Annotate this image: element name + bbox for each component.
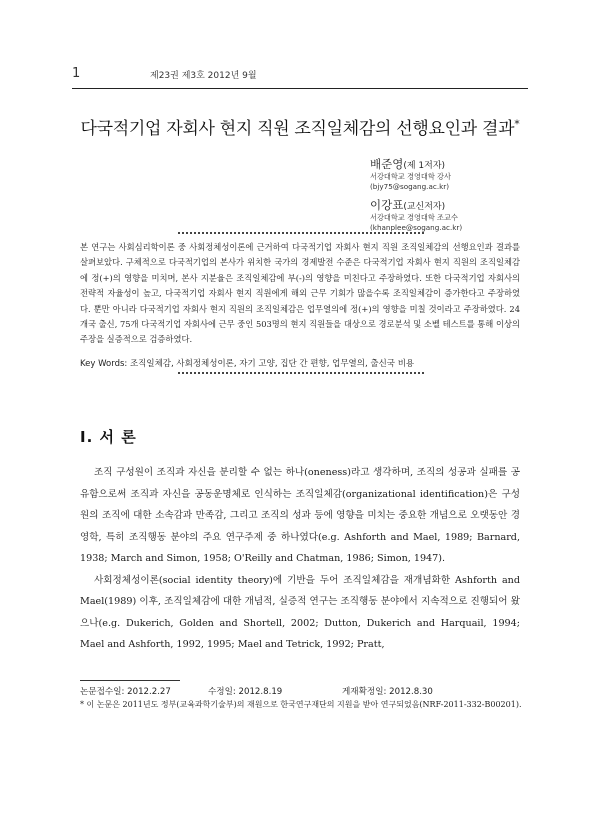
author-affiliation: 서강대학교 경영대학 강사 bbox=[370, 172, 451, 181]
abstract-bottom-divider bbox=[178, 372, 424, 374]
author-block-2 bbox=[370, 194, 462, 233]
page-number: 1 bbox=[72, 66, 81, 81]
journal-info: 제23권 제3호 2012년 9월 bbox=[150, 71, 257, 81]
author-email: (bjy75@sogang.ac.kr) bbox=[370, 182, 450, 191]
author-role: (제 1저자) bbox=[403, 161, 446, 171]
revised-date: 수정일: 2012.8.19 bbox=[208, 687, 283, 697]
submission-dates bbox=[80, 685, 520, 699]
funding-footnote: * 이 논문은 2011년도 정부(교육과학기술부)의 재원으로 한국연구재단의 지원을 받아 연구되었음(NRF-2011-332-B00201). bbox=[80, 700, 522, 709]
author-affiliation: 서강대학교 경영대학 조교수 bbox=[370, 213, 458, 222]
keywords: Key Words: 조직일체감, 사회정체성이론, 자기 고양, 집단 간 편향, 업무열의, 출신국 비용 bbox=[80, 359, 415, 369]
author-role: (교신저자) bbox=[403, 202, 446, 212]
footnote-rule bbox=[80, 680, 180, 681]
author-block-1 bbox=[370, 153, 451, 192]
received-date: 논문접수일: 2012.2.27 bbox=[80, 687, 171, 697]
title-footnote-mark: * bbox=[514, 117, 520, 131]
abstract-top-divider bbox=[178, 232, 424, 234]
body-paragraph: 조직 구성원이 조직과 자신을 분리할 수 없는 하나(oneness)라고 생각하며, 조직의 성공과 실패를 공유함으로써 조직과 자신을 공동운명체로 인식하는 조직일체감(organizational identification)은 구성원의 조직에 대한 소속감과 만족감, 그리고 조직의 성과 등에 영향을 미치는 중요한 개념으로 오랫동안 경영학, 특히 조직행동 분야의 주요 연구주제 중 하나였다(e.g. Ashforth and Mael, 1989; Barnard, 1938; March and Simon, 1958; O'Reilly and Chatman, 1986; Simon, 1947). bbox=[80, 467, 520, 564]
accepted-date: 게재확정일: 2012.8.30 bbox=[342, 687, 433, 697]
paper-title bbox=[40, 114, 560, 139]
author-name: 배준영 bbox=[370, 157, 404, 171]
author-name: 이강표 bbox=[370, 198, 404, 212]
running-header bbox=[72, 66, 528, 86]
body-text bbox=[80, 462, 520, 656]
author-email: (khanplee@sogang.ac.kr) bbox=[370, 223, 463, 232]
section-heading: Ⅰ. 서 론 bbox=[80, 428, 137, 446]
abstract-text: 본 연구는 사회심리학이론 중 사회정체성이론에 근거하여 다국적기업 자회사 현지 직원 조직일체감의 선행요인과 결과를 살펴보았다. 구체적으로 다국적기업의 본사가 위치한 국가의 경제발전 수준은 다국적기업 자회사 현지 직원의 조직일체감에 정(+)의 영향을 미치며, 본사 지분율은 조직일체감에 부(-)의 영향을 미친다고 주장하였다. 또한 다국적기업 자회사의 전략적 자율성이 높고, 다국적기업 자회사 현지 직원에게 해외 근무 기회가 많을수록 조직일체감이 증가한다고 주장하였다. 뿐만 아니라 다국적기업 자회사 현지 직원의 조직일체감은 업무열의에 정(+)의 영향을 미칠 것이라고 주장하였다. 24개국 출신, 75개 다국적기업 자회사에 근무 중인 503명의 현지 직원들을 대상으로 경로분석 및 소벨 테스트를 통해 이상의 주장을 실증적으로 검증하였다. bbox=[80, 242, 520, 345]
header-rule bbox=[72, 88, 528, 89]
paper-title-text: 다국적기업 자회사 현지 직원 조직일체감의 선행요인과 결과 bbox=[80, 119, 515, 139]
body-paragraph: 사회정체성이론(social identity theory)에 기반을 두어 조직일체감을 재개념화한 Ashforth and Mael(1989) 이후, 조직일체감에 대한 개념적, 실증적 연구는 조직행동 분야에서 지속적으로 진행되어 왔으나(e.g. Dukerich, Golden and Shortell, 2002; Dutton, Dukerich and Harquail, 1994; Mael and Ashforth, 1992, 1995; Mael and Tetrick, 1992; Pratt, bbox=[80, 574, 520, 650]
